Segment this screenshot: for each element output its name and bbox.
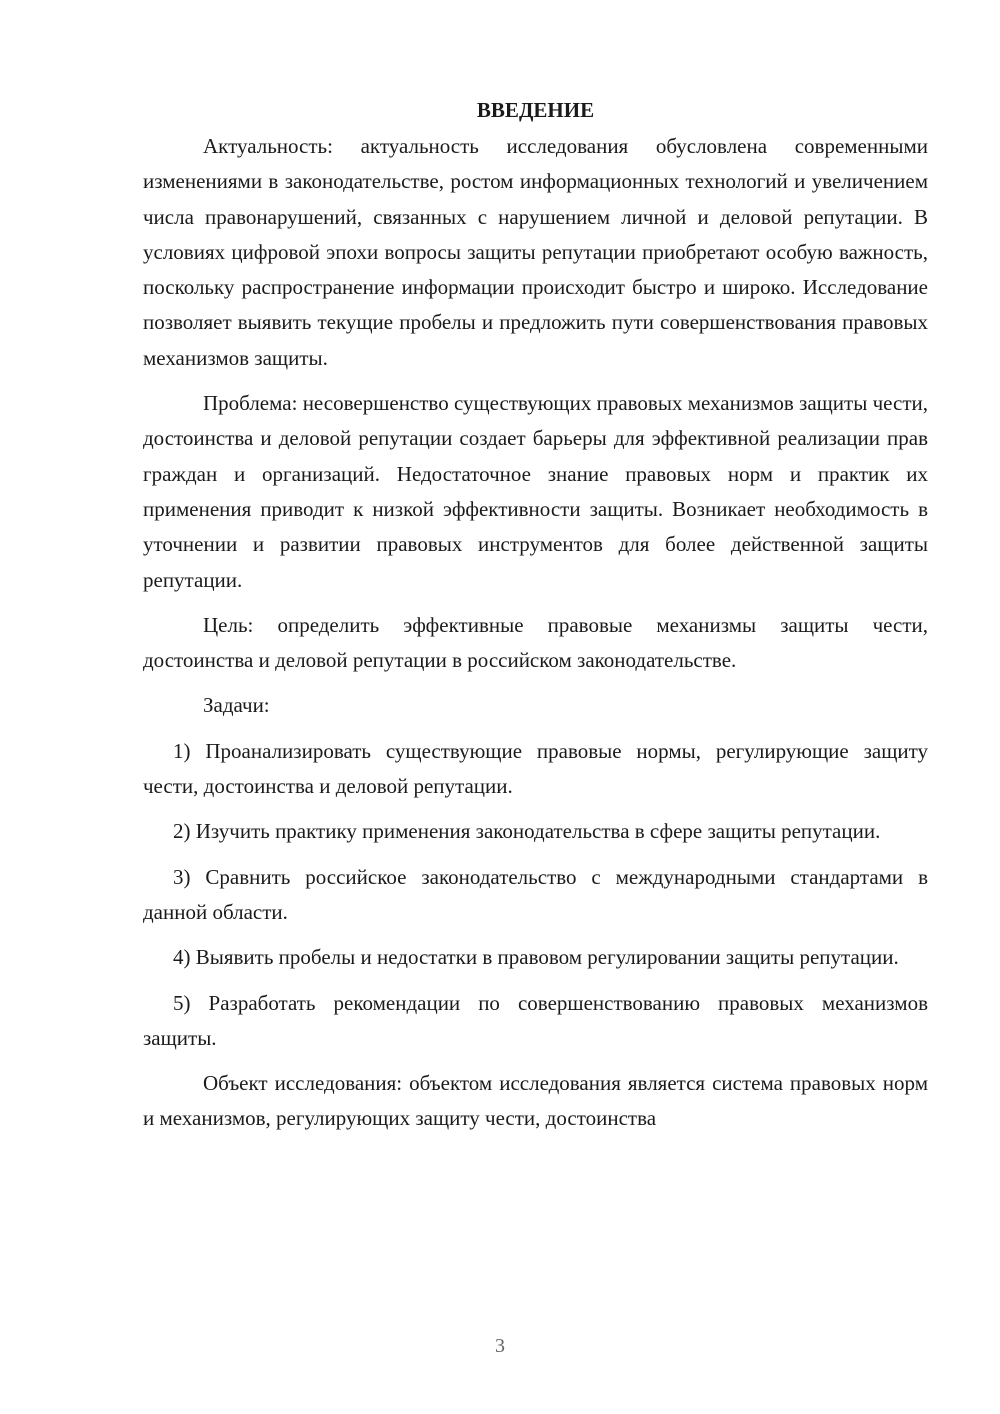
task-item: 3) Сравнить российское законодательство с международными стандартами в данной области.: [143, 864, 928, 924]
paragraph-goal: Цель: определить эффективные правовые механизмы защиты чести, достоинства и деловой репутации в российском законодательстве.: [143, 612, 928, 673]
section-heading: ВВЕДЕНИЕ: [476, 98, 595, 122]
task-item: 4) Выявить пробелы и недостатки в правовом регулировании защиты репутации.: [173, 945, 899, 970]
task-item: 2) Изучить практику применения законодательства в сфере защиты репутации.: [173, 819, 881, 844]
tasks-list: [143, 734, 928, 1056]
tasks-label: Задачи:: [203, 693, 270, 718]
paragraph-object: Объект исследования: объектом исследования является система правовых норм и механизмов, регулирующих защиту чести, достоинства: [143, 1071, 928, 1131]
task-item: 5) Разработать рекомендации по совершенствованию правовых механизмов защиты.: [143, 990, 928, 1050]
document-page: [143, 95, 928, 1137]
page-number: 3: [495, 1335, 505, 1357]
paragraph-relevance: Актуальность: актуальность исследования обусловлена современными изменениями в законодательстве, ростом информационных технологий и увеличением числа правонарушений, связанных с нарушением личной и деловой репутации. В условиях цифровой эпохи вопросы защиты репутации приобретают особую важность, поскольку распространение информации происходит быстро и широко. Исследование позволяет выявить текущие пробелы и предложить пути совершенствования правовых механизмов защиты.: [143, 134, 928, 370]
task-item: 1) Проанализировать существующие правовые нормы, регулирующие защиту чести, достоинства и деловой репутации.: [143, 738, 928, 799]
paragraph-problem: Проблема: несовершенство существующих правовых механизмов защиты чести, достоинства и деловой репутации создает барьеры для эффективной реализации прав граждан и организаций. Недостаточное знание правовых норм и практик их применения приводит к низкой эффективности защиты. Возникает необходимость в уточнении и развитии правовых инструментов для более действенной защиты репутации.: [143, 391, 928, 592]
